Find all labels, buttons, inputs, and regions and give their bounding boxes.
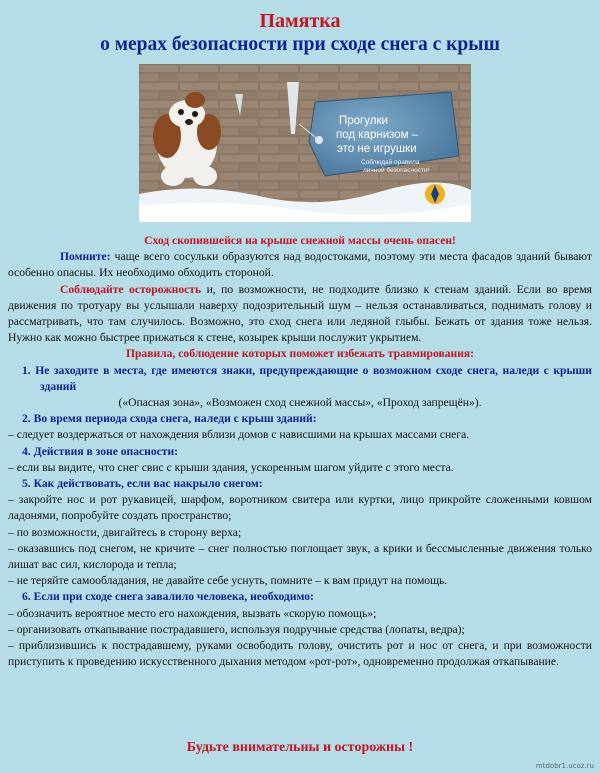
brick-wall-illustration [139,64,471,222]
rule-4-text: – если вы видите, что снег свис с крыши здания, ускоренным шагом уйдите с этого места. [8,460,454,474]
rule-2-title: 2. Во время периода схода снега, наледи с крыш зданий: [22,412,317,426]
list-item: – по возможности, двигайтесь в сторону верха; [8,525,242,539]
rule-5-title: 5. Как действовать, если вас накрыло снегом: [22,477,263,491]
page-subtitle: о мерах безопасности при сходе снега с крыш [100,34,500,55]
closing-line: Будьте внимательны и осторожны ! [186,740,414,755]
list-item: – организовать откапывание пострадавшего, используя подручные средства (лопаты, ведра); [8,622,465,636]
caution-label: Соблюдайте осторожность [60,282,202,296]
emergency-ministry-emblem-icon [425,184,445,204]
rule-1-title: 1. Не заходите в места, где имеются знаки, предупреждающие о возможном сходе снега, наледи с крыши зданий [22,363,592,393]
remember-label: Помните: [60,250,111,264]
intro-paragraph-1 [8,249,592,281]
list-item: – закройте нос и рот рукавицей, шарфом, воротником свитера или куртки, лицо прикройте сложенными ковшом ладонями, попробуйте создать пространство; [8,493,592,523]
rule-2-text: – следует воздержаться от нахождения вблизи домов с нависшими на крышах массами снега. [8,428,470,442]
remember-text: чаще всего сосульки образуются над водостоками, поэтому эти места фасадов зданий бывают особенно опасны. Их необходимо обходить стороной. [8,250,592,280]
caution-text: и, по возможности, не подходите близко к стенам зданий. Если во время движения по тротуару вы услышали наверху подозрительный шум – нельзя останавливаться, поднимать голову и рассматривать, что там случилось. Возможно, это сход снега или ледяной глыбы. Бежать от здания тоже нельзя. Нужно как можно быстрее прижаться к стене, козырек крыши послужит укрытием. [8,282,592,345]
list-item: – обозначить вероятное место его нахождения, вызвать «скорую помощь»; [8,606,377,620]
watermark: mtdobr1.ucoz.ru [535,762,594,770]
rules-heading: Правила, соблюдение которых поможет избежать травмирования: [125,347,475,361]
rule-6-title: 6. Если при сходе снега завалило человека, необходимо: [22,590,314,604]
tag-line-1: Прогулки [339,115,388,127]
rule-1-note: («Опасная зона», «Возможен сход снежной массы», «Проход запрещён»). [118,396,482,410]
tag-line-3: это не игрушки [337,143,417,155]
rule-4-title: 4. Действия в зоне опасности: [22,444,179,458]
safety-photo [139,64,471,222]
list-item: – оказавшись под снегом, не кричите – снег полностью поглощает звук, а крики и бессмысленные движения только лишат вас сил, кислорода и тепла; [8,541,592,572]
list-item: – не теряйте самообладания, не давайте себе уснуть, помните – к вам придут на помощь. [8,574,448,588]
page-title: Памятка [259,10,341,32]
memo-body [8,233,592,670]
tag-small-2: личной безопасности! [363,167,430,174]
intro-heading: Сход скопившейся на крыше снежной массы очень опасен! [144,234,456,247]
intro-paragraph-2 [8,282,592,347]
tag-small-1: Соблюдай правила [361,159,420,166]
list-item: – приблизившись к пострадавшему, руками освободить голову, очистить рот и нос от снега, и при возможности приступить к проведению искусственного дыхания методом «рот-рот», одновременно продолжая откапывание. [8,639,592,669]
tag-line-2: под карнизом – [336,129,419,141]
